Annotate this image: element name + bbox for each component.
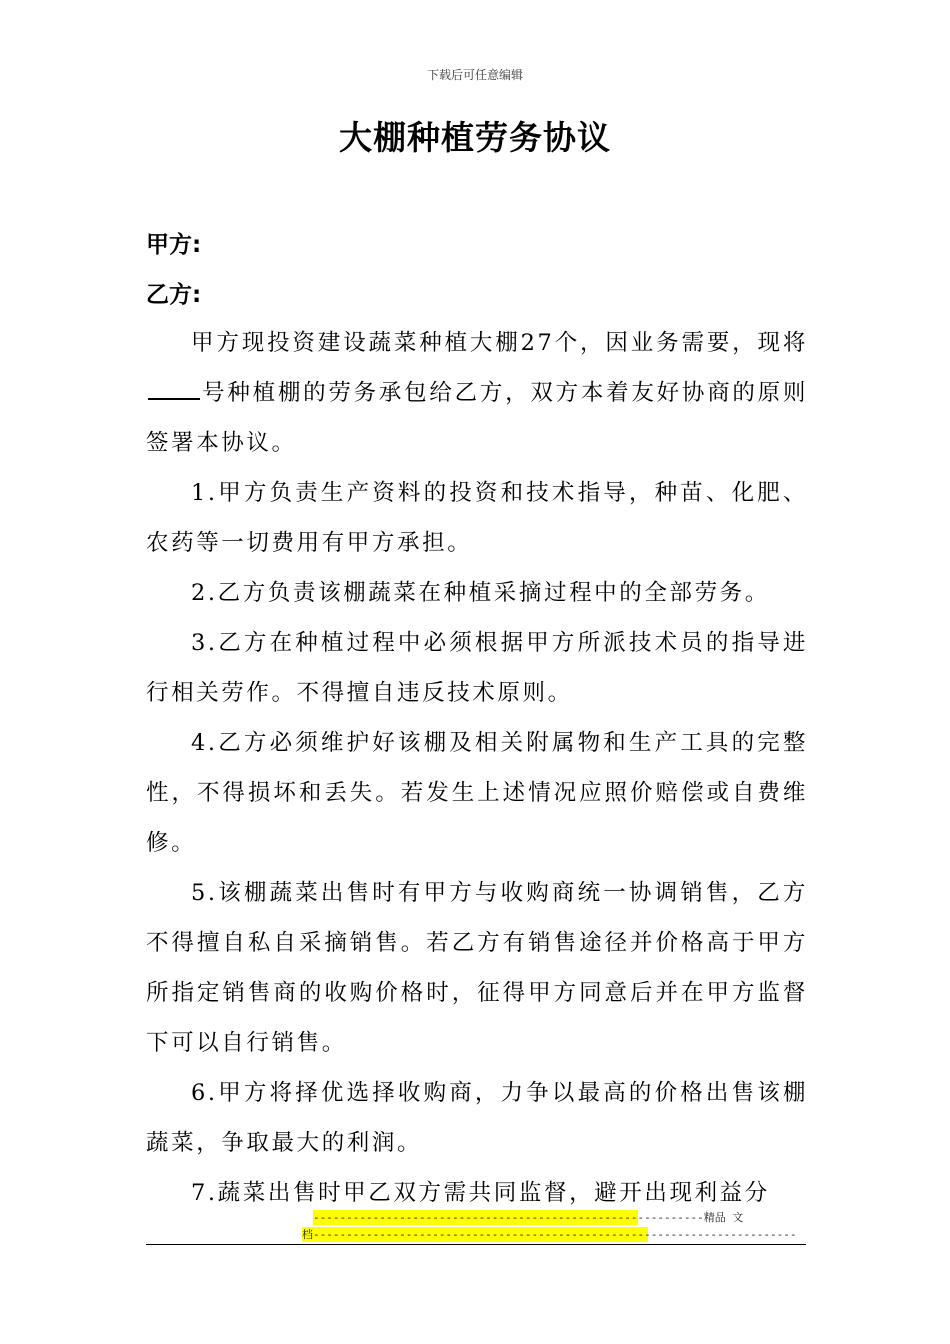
footer-watermark-line1: -----------------------------------------------------------精品 文 <box>313 1211 744 1224</box>
intro-paragraph <box>146 318 808 468</box>
intro-text-part2: 号种植棚的劳务承包给乙方，双方本着友好协商的原则签署本协议。 <box>146 380 808 456</box>
footer-watermark-line2: 档------------------------------------------------------------------------- <box>302 1228 797 1241</box>
clause-3: 3.乙方在种植过程中必须根据甲方所派技术员的指导进行相关劳作。不得擅自违反技术原则。 <box>146 630 808 706</box>
clause-1: 1.甲方负责生产资料的投资和技术指导，种苗、化肥、农药等一切费用有甲方承担。 <box>146 480 808 556</box>
footer-divider <box>146 1244 806 1245</box>
clause-7: 7.蔬菜出售时甲乙双方需共同监督，避开出现利益分 <box>191 1180 770 1206</box>
party-a-label: 甲方: <box>146 232 202 258</box>
header-note: 下载后可任意编辑 <box>426 68 523 82</box>
clause-5: 5.该棚蔬菜出售时有甲方与收购商统一协调销售，乙方不得擅自私自采摘销售。若乙方有销售途径并价格高于甲方所指定销售商的收购价格时，征得甲方同意后并在甲方监督下可以自行销售。 <box>146 880 808 1056</box>
clause-2: 2.乙方负责该棚蔬菜在种植采摘过程中的全部劳务。 <box>191 580 770 606</box>
party-b-label: 乙方: <box>146 282 202 308</box>
agreement-body <box>146 318 808 1218</box>
greenhouse-number-blank <box>148 378 200 400</box>
document-title: 大棚种植劳务协议 <box>339 118 611 157</box>
intro-text-part1: 甲方现投资建设蔬菜种植大棚27个，因业务需要，现将 <box>191 330 808 356</box>
clause-4: 4.乙方必须维护好该棚及相关附属物和生产工具的完整性，不得损坏和丢失。若发生上述情况应照价赔偿或自费维修。 <box>146 730 808 856</box>
clause-6: 6.甲方将择优选择收购商，力争以最高的价格出售该棚蔬菜，争取最大的利润。 <box>146 1080 808 1156</box>
